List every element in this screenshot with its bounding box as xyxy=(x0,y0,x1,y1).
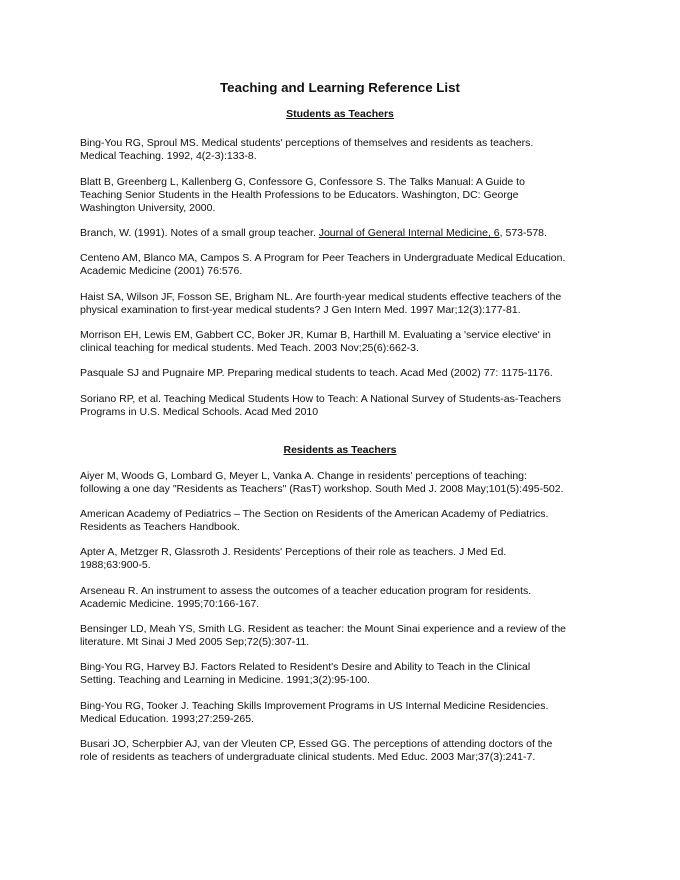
reference-entry: Aiyer M, Woods G, Lombard G, Meyer L, Vanka A. Change in residents' perceptions of teaching: following a one day "Residents as Teachers" (RasT) workshop. South Med J. 2008 May;101(5):495-502. xyxy=(80,470,564,495)
document-title: Teaching and Learning Reference List xyxy=(220,80,460,95)
reference-entry: Morrison EH, Lewis EM, Gabbert CC, Boker JR, Kumar B, Harthill M. Evaluating a 'service elective' in clinical teaching for medical students. Med Teach. 2003 Nov;25(6):662-3. xyxy=(80,329,551,354)
reference-entry: American Academy of Pediatrics – The Section on Residents of the American Academy of Pediatrics. Residents as Teachers Handbook. xyxy=(80,508,549,533)
reference-entry: Bing-You RG, Sproul MS. Medical students' perceptions of themselves and residents as teachers. Medical Teaching. 1992, 4(2-3):133-8. xyxy=(80,137,534,162)
section-heading-residents: Residents as Teachers xyxy=(283,444,397,456)
section-heading-students: Students as Teachers xyxy=(286,108,394,120)
reference-entry: Bensinger LD, Meah YS, Smith LG. Resident as teacher: the Mount Sinai experience and a review of the literature. Mt Sinai J Med 2005 Sep;72(5):307-11. xyxy=(80,623,566,648)
reference-entry: Haist SA, Wilson JF, Fosson SE, Brigham NL. Are fourth-year medical students effective teachers of the physical examination to first-year medical students? J Gen Intern Med. 1997 Mar;12(3):177-81. xyxy=(80,291,562,316)
journal-title: Journal of General Internal Medicine, 6 xyxy=(318,227,500,239)
reference-entry: Busari JO, Scherpbier AJ, van der Vleuten CP, Essed GG. The perceptions of attending doctors of the role of residents as teachers of undergraduate clinical students. Med Educ. 2003 Mar;37(3):241-7. xyxy=(80,738,553,763)
reference-entry: Pasquale SJ and Pugnaire MP. Preparing medical students to teach. Acad Med (2002) 77: 1175-1176. xyxy=(80,367,553,379)
reference-entry: Apter A, Metzger R, Glassroth J. Residents' Perceptions of their role as teachers. J Med Ed. 1988;63:900-5. xyxy=(80,546,507,571)
reference-entry: Blatt B, Greenberg L, Kallenberg G, Confessore G, Confessore S. The Talks Manual: A Guide to Teaching Senior Students in the Health Professions to be Educators. Washington, DC: George Washington University, 2000. xyxy=(80,176,525,214)
reference-entry: Centeno AM, Blanco MA, Campos S. A Program for Peer Teachers in Undergraduate Medical Education. Academic Medicine (2001) 76:576. xyxy=(80,252,566,277)
reference-entry: Bing-You RG, Tooker J. Teaching Skills Improvement Programs in US Internal Medicine Residencies. Medical Education. 1993;27:259-265. xyxy=(80,700,549,725)
reference-entry: Arseneau R. An instrument to assess the outcomes of a teacher education program for residents. Academic Medicine. 1995;70:166-167. xyxy=(80,585,532,610)
reference-entry: Branch, W. (1991). Notes of a small group teacher. Journal of General Internal Medicine, 6, 573-578. xyxy=(80,227,547,239)
reference-entry: Soriano RP, et al. Teaching Medical Students How to Teach: A National Survey of Students-as-Teachers Programs in U.S. Medical Schools. Acad Med 2010 xyxy=(80,393,561,418)
reference-entry: Bing-You RG, Harvey BJ. Factors Related to Resident's Desire and Ability to Teach in the Clinical Setting. Teaching and Learning in Medicine. 1991;3(2):95-100. xyxy=(80,661,531,686)
